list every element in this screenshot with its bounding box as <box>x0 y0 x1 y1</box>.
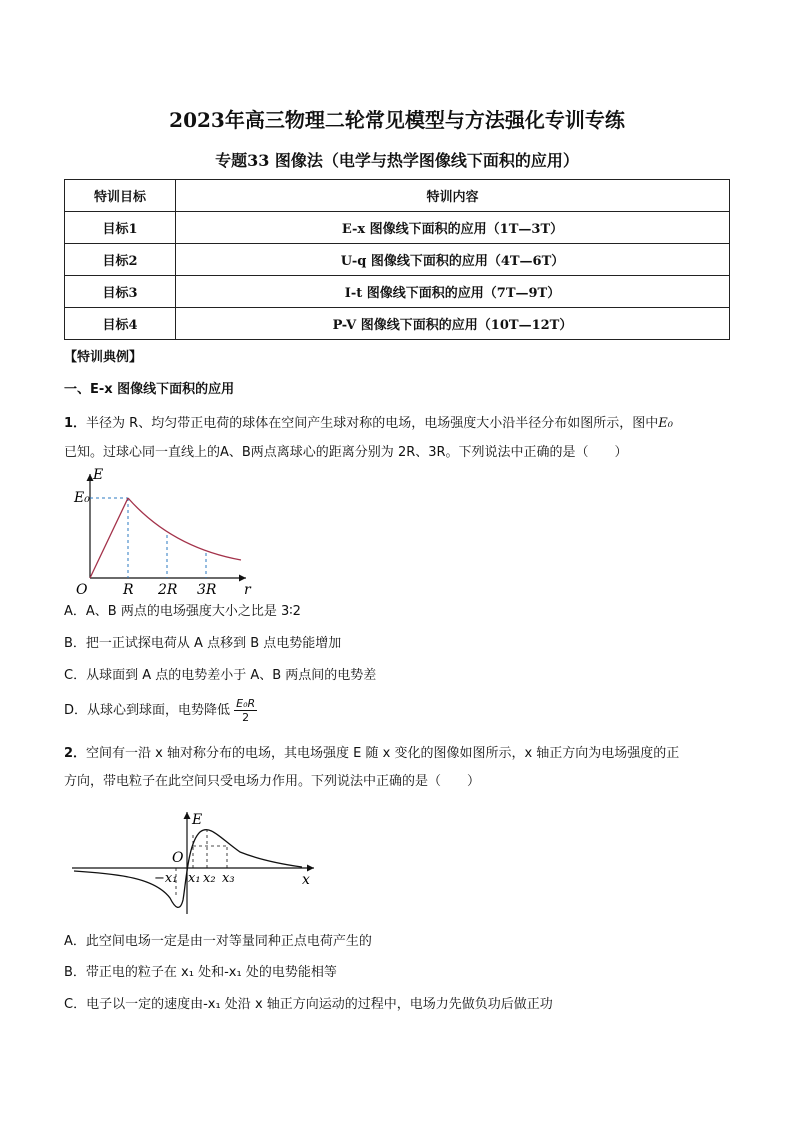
q2-option-c: C．电子以一定的速度由-x₁ 处沿 x 轴正方向运动的过程中，电场力先做负功后做正功 <box>64 997 553 1012</box>
q2-option-b: B．带正电的粒子在 x₁ 处和-x₁ 处的电势能相等 <box>64 965 337 980</box>
q1-stem-e0: E₀ <box>658 416 673 431</box>
goal-label: 目标4 <box>65 308 176 340</box>
document-title: 2023年高三物理二轮常见模型与方法强化专训专练 <box>169 108 625 132</box>
q2-tick-x3: x₃ <box>222 871 235 886</box>
q1-number: 1． <box>64 416 87 431</box>
q2-y-label: E <box>192 812 203 828</box>
q1-origin-label: O <box>76 582 88 598</box>
q2-x-label: x <box>302 872 310 888</box>
q1-curve-outside <box>128 498 241 560</box>
goal-label: 目标2 <box>65 244 176 276</box>
q2-graph <box>70 808 320 918</box>
document-subtitle: 专题33 图像法（电学与热学图像线下面积的应用） <box>215 151 579 170</box>
q1-x-label: r <box>244 582 251 598</box>
q2-origin-label: O <box>172 850 184 866</box>
section-heading: 一、E-x 图像线下面积的应用 <box>64 382 235 397</box>
q1-option-d-fraction <box>234 697 257 724</box>
q2-option-a: A．此空间电场一定是由一对等量同种正点电荷产生的 <box>64 934 372 949</box>
q1-tick-2r: 2R <box>158 582 178 598</box>
q1-graph <box>66 466 256 598</box>
goal-label: 目标3 <box>65 276 176 308</box>
q1-option-d-denominator: 2 <box>242 711 250 724</box>
goal-content: E-x 图像线下面积的应用（1T—3T） <box>176 212 730 244</box>
q2-number: 2． <box>64 746 87 761</box>
q2-stem-text1: 空间有一沿 x 轴对称分布的电场，其电场强度 E 随 x 变化的图像如图所示，x 轴正方向为电场强度的正 <box>86 746 680 761</box>
q1-option-d <box>64 694 257 728</box>
q2-tick-x1: x₁ <box>188 871 201 886</box>
table-row <box>65 212 730 244</box>
goals-table-header-row <box>65 180 730 212</box>
q1-tick-r: R <box>123 582 134 598</box>
q1-option-d-numerator: E₀R <box>236 697 256 710</box>
goal-content: U-q 图像线下面积的应用（4T—6T） <box>176 244 730 276</box>
table-row <box>65 308 730 340</box>
q2-stem-line1 <box>64 742 744 766</box>
goal-label: 目标1 <box>65 212 176 244</box>
goals-table-header-content: 特训内容 <box>176 180 730 212</box>
q1-y-label: E <box>93 467 104 483</box>
q1-curve-inside <box>90 498 128 578</box>
q1-e0-label: E₀ <box>74 490 90 506</box>
q2-stem-line2: 方向，带电粒子在此空间只受电场力作用。下列说法中正确的是（ ） <box>64 774 481 789</box>
goals-table <box>64 179 730 340</box>
goals-table-header-goal: 特训目标 <box>65 180 176 212</box>
q1-stem-line2: 已知。过球心同一直线上的A、B两点离球心的距离分别为 2R、3R。下列说法中正确的是（ ） <box>64 445 628 460</box>
section-tag: 【特训典例】 <box>64 350 143 365</box>
table-row <box>65 276 730 308</box>
goal-content: P-V 图像线下面积的应用（10T—12T） <box>176 308 730 340</box>
q1-tick-3r: 3R <box>197 582 217 598</box>
q1-stem-text1: 半径为 R、均匀带正电荷的球体在空间产生球对称的电场，电场强度大小沿半径分布如图所示，图中 <box>86 416 659 431</box>
q1-option-d-text: D．从球心到球面，电势降低 <box>64 703 231 718</box>
q1-stem-line1 <box>64 412 744 436</box>
q1-option-c: C．从球面到 A 点的电势差小于 A、B 两点间的电势差 <box>64 668 377 683</box>
q1-option-b: B．把一正试探电荷从 A 点移到 B 点电势能增加 <box>64 636 342 651</box>
goal-content: I-t 图像线下面积的应用（7T—9T） <box>176 276 730 308</box>
table-row <box>65 244 730 276</box>
q1-option-a: A．A、B 两点的电场强度大小之比是 3∶2 <box>64 604 301 619</box>
q2-tick-neg-x1: −x₁ <box>154 871 178 886</box>
q2-tick-x2: x₂ <box>203 871 216 886</box>
